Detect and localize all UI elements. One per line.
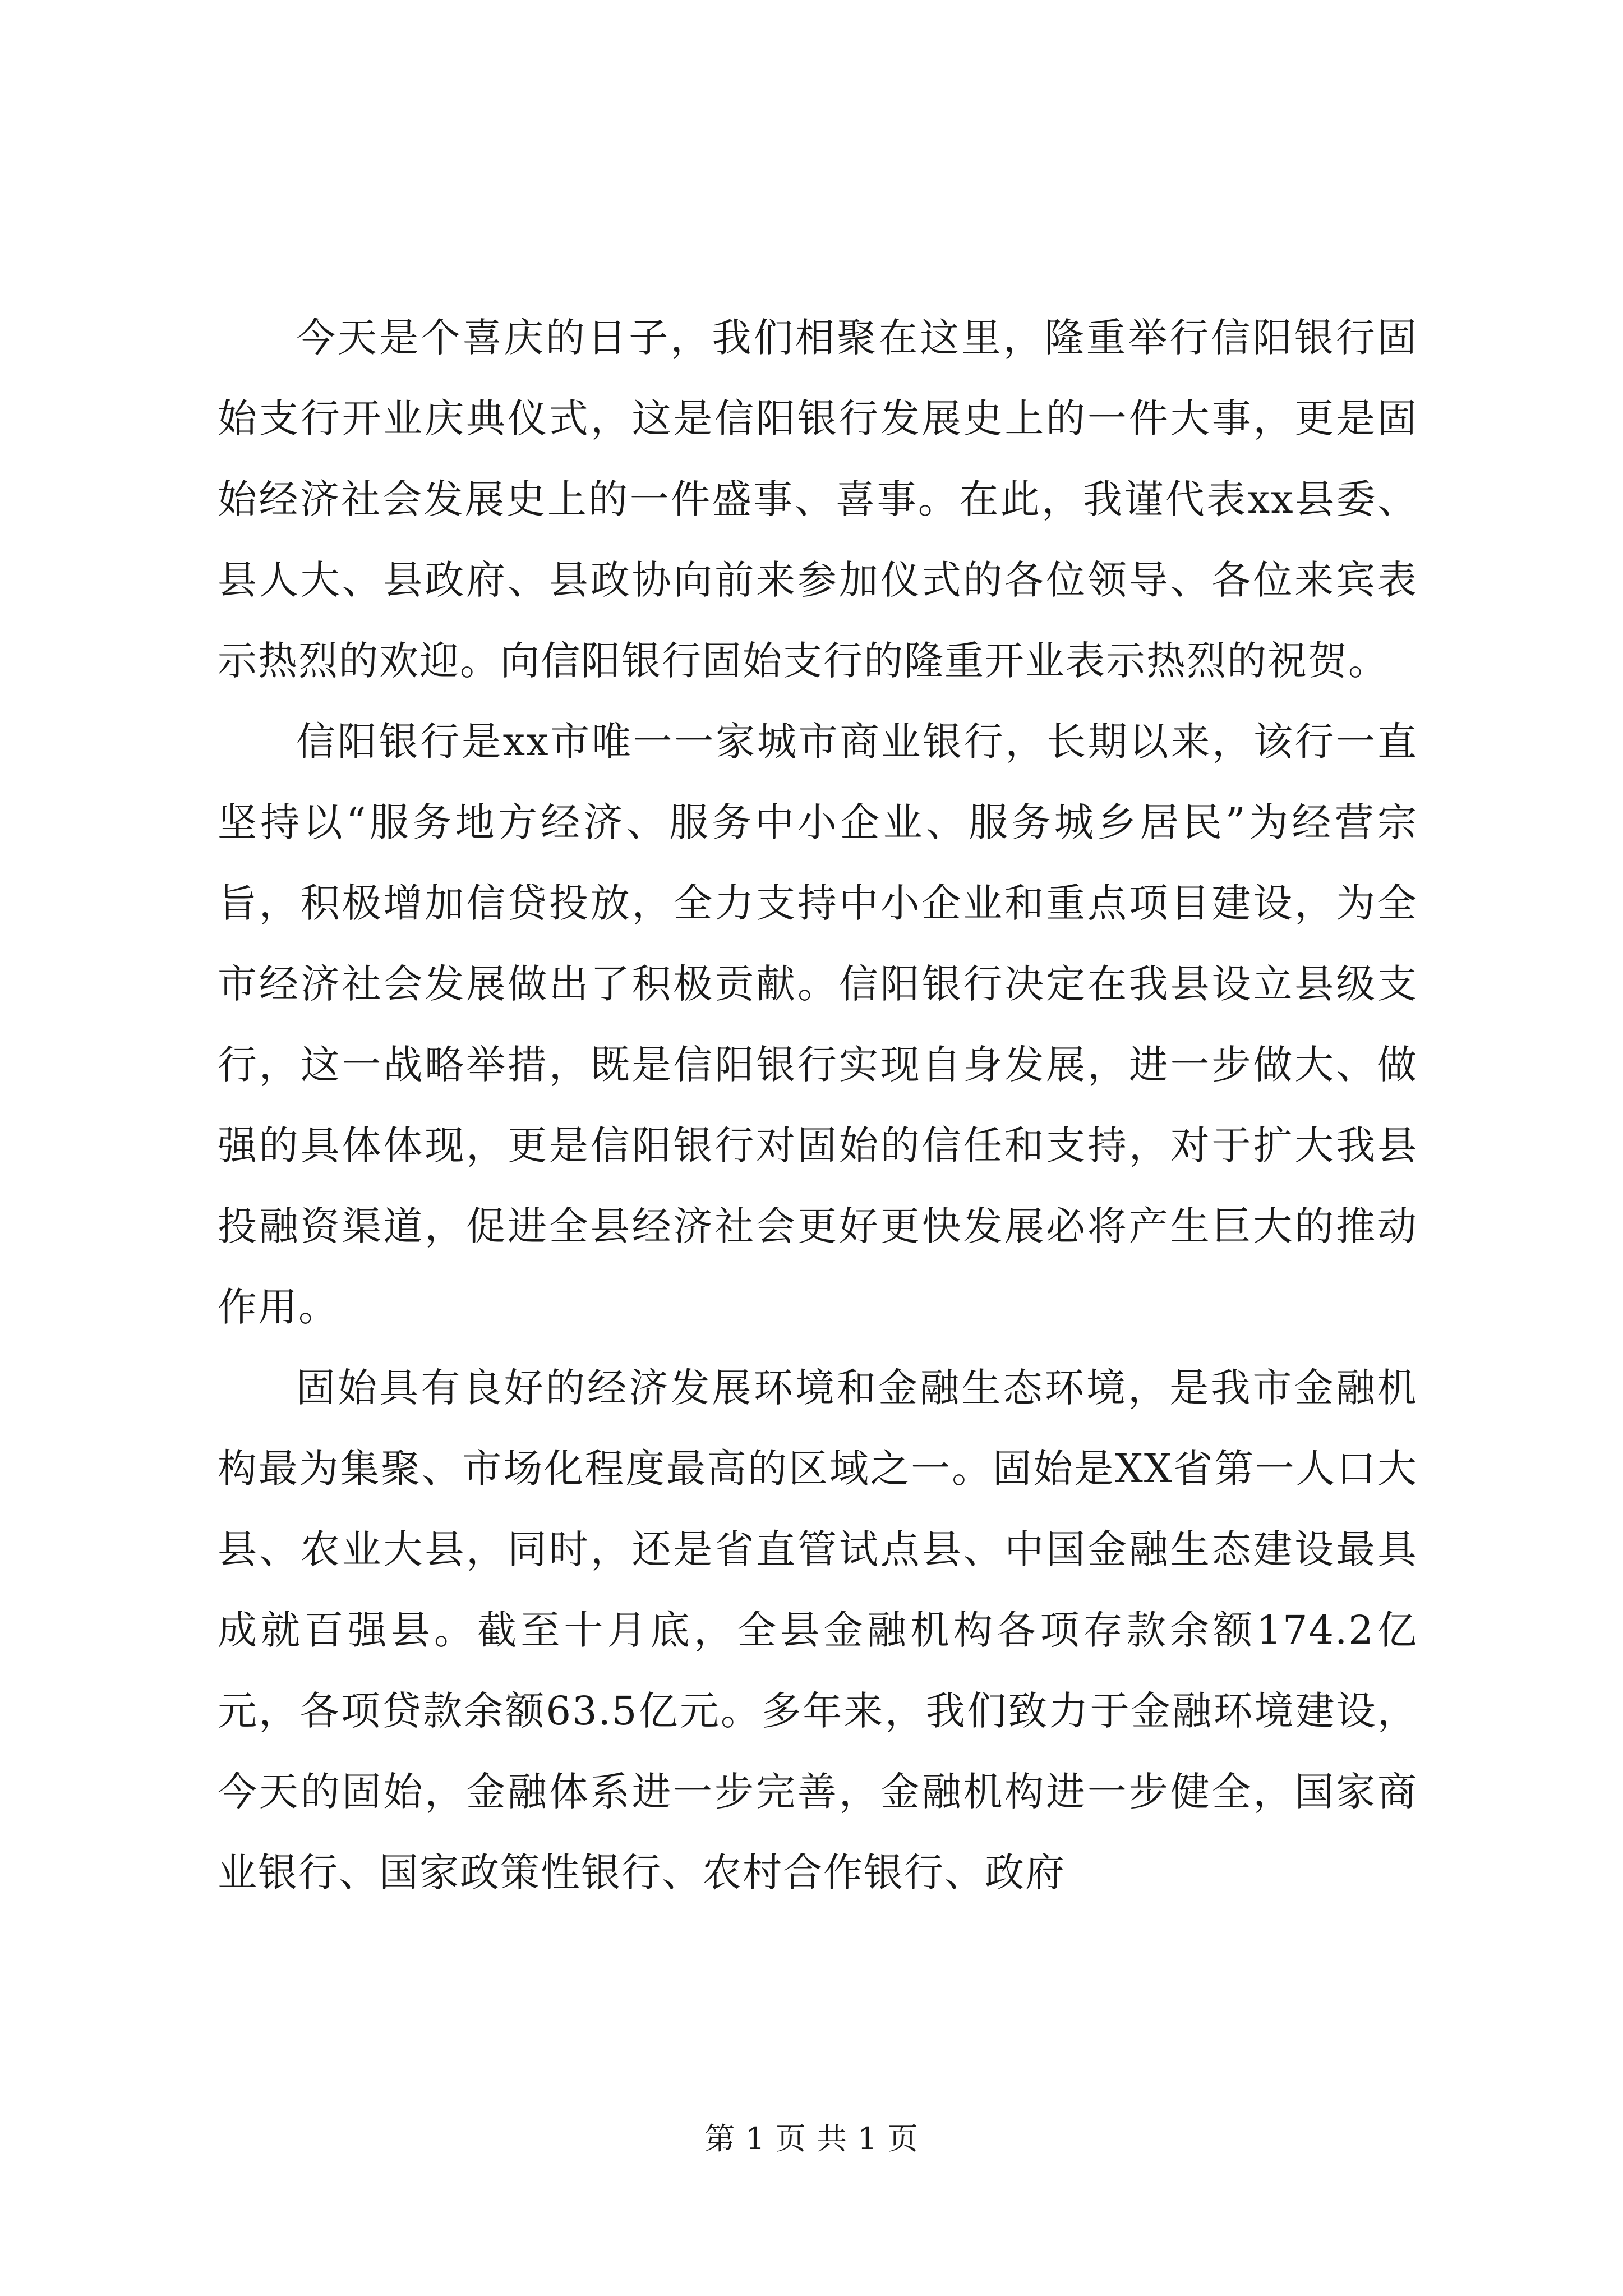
paragraph-1: 今天是个喜庆的日子，我们相聚在这里，隆重举行信阳银行固始支行开业庆典仪式，这是信阳银行发展史上的一件大事，更是固始经济社会发展史上的一件盛事、喜事。在此，我谨代表xx县委、县人大、县政府、县政协向前来参加仪式的各位领导、各位来宾表示热烈的欢迎。向信阳银行固始支行的隆重开业表示热烈的祝贺。 [218, 315, 1418, 684]
document-body [218, 297, 1418, 1913]
page-footer: 第 1 页 共 1 页 [704, 2121, 919, 2156]
paragraph-2: 信阳银行是xx市唯一一家城市商业银行，长期以来，该行一直坚持以“服务地方经济、服务中小企业、服务城乡居民”为经营宗旨，积极增加信贷投放，全力支持中小企业和重点项目建设，为全市经济社会发展做出了积极贡献。信阳银行决定在我县设立县级支行，这一战略举措，既是信阳银行实现自身发展，进一步做大、做强的具体体现，更是信阳银行对固始的信任和支持，对于扩大我县投融资渠道，促进全县经济社会更好更快发展必将产生巨大的推动作用。 [218, 719, 1418, 1330]
paragraph-3: 固始具有良好的经济发展环境和金融生态环境，是我市金融机构最为集聚、市场化程度最高的区域之一。固始是XX省第一人口大县、农业大县，同时，还是省直管试点县、中国金融生态建设最具成就百强县。截至十月底，全县金融机构各项存款余额174.2亿元，各项贷款余额63.5亿元。多年来，我们致力于金融环境建设，今天的固始，金融体系进一步完善，金融机构进一步健全，国家商业银行、国家政策性银行、农村合作银行、政府 [218, 1365, 1418, 1895]
